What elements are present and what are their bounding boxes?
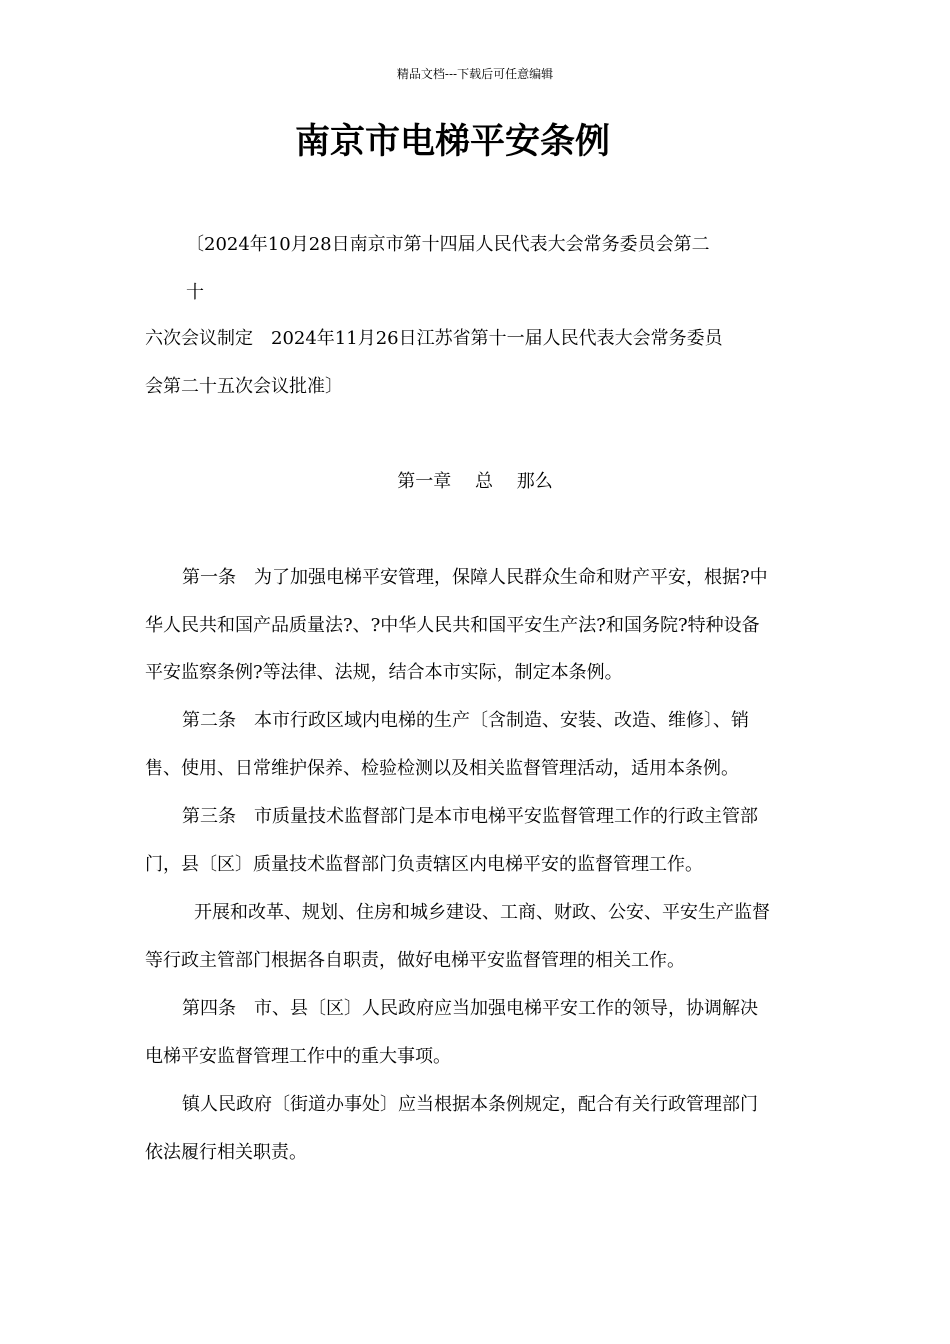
article-1-line-1: 第一条 为了加强电梯平安管理，保障人民群众生命和财产平安，根据?中 [182,567,768,588]
article-3-para-2-line-1: 开展和改革、规划、住房和城乡建设、工商、财政、公安、平安生产监督 [194,902,770,923]
document-title: 南京市电梯平安条例 [294,122,610,162]
preamble-line-2: 十 [186,282,204,303]
article-3-line-2: 门，县〔区〕质量技术监督部门负责辖区内电梯平安的监督管理工作。 [145,854,703,875]
article-3-para-2-line-2: 等行政主管部门根据各自职责，做好电梯平安监督管理的相关工作。 [145,950,685,971]
article-1-line-2: 华人民共和国产品质量法?、?中华人民共和国平安生产法?和国务院?特种设备 [145,615,760,636]
article-3-line-1: 第三条 市质量技术监督部门是本市电梯平安监督管理工作的行政主管部 [182,806,758,827]
preamble-line-3: 六次会议制定 2024年11月26日江苏省第十一届人民代表大会常务委员 [145,328,723,349]
preamble-line-1: 〔2024年10月28日南京市第十四届人民代表大会常务委员会第二 [186,234,710,255]
preamble-line-4: 会第二十五次会议批准〕 [145,376,343,397]
article-2-line-1: 第二条 本市行政区域内电梯的生产〔含制造、安装、改造、维修〕、销 [182,710,749,731]
article-4-para-2-line-2: 依法履行相关职责。 [145,1142,307,1163]
article-1-line-3: 平安监察条例?等法律、法规，结合本市实际，制定本条例。 [145,662,623,683]
article-2-line-2: 售、使用、日常维护保养、检验检测以及相关监督管理活动，适用本条例。 [145,758,739,779]
page-header-note: 精品文档---下载后可任意编辑 [396,67,554,81]
chapter-heading: 第一章 总 那么 [397,471,553,492]
article-4-para-2-line-1: 镇人民政府〔街道办事处〕应当根据本条例规定，配合有关行政管理部门 [182,1094,758,1115]
article-4-line-1: 第四条 市、县〔区〕人民政府应当加强电梯平安工作的领导，协调解决 [182,998,758,1019]
article-4-line-2: 电梯平安监督管理工作中的重大事项。 [145,1046,451,1067]
